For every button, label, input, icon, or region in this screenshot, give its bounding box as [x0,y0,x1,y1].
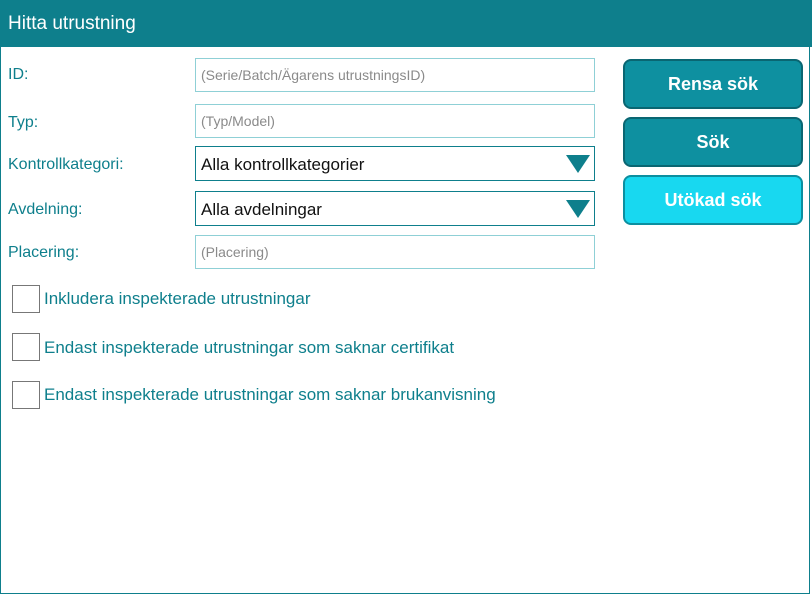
department-value: Alla avdelningar [201,200,322,219]
department-select[interactable] [195,191,595,226]
placement-label: Placering: [8,244,80,261]
missing-manual-checkbox[interactable] [12,381,40,409]
title-bar [0,0,812,47]
control-category-value: Alla kontrollkategorier [201,155,365,174]
include-inspected-label: Inkludera inspekterade utrustningar [44,289,311,308]
include-inspected-checkbox[interactable] [12,285,40,313]
id-label: ID: [8,66,29,83]
missing-certificate-label: Endast inspekterade utrustningar som saknar certifikat [44,338,455,357]
dropdown-arrow-icon [566,155,590,173]
type-input[interactable] [195,104,595,138]
placement-input[interactable] [195,235,595,269]
missing-manual-label: Endast inspekterade utrustningar som saknar brukanvisning [44,385,496,404]
type-label: Typ: [8,114,39,131]
search-button[interactable]: Sök [623,117,803,167]
control-category-label: Kontrollkategori: [8,156,124,173]
extended-search-button[interactable]: Utökad sök [623,175,803,225]
dropdown-arrow-icon [566,200,590,218]
missing-certificate-checkbox[interactable] [12,333,40,361]
id-input[interactable] [195,58,595,92]
clear-search-button[interactable]: Rensa sök [623,59,803,109]
department-label: Avdelning: [8,201,83,218]
control-category-select[interactable] [195,146,595,181]
window-title: Hitta utrustning [8,13,136,34]
